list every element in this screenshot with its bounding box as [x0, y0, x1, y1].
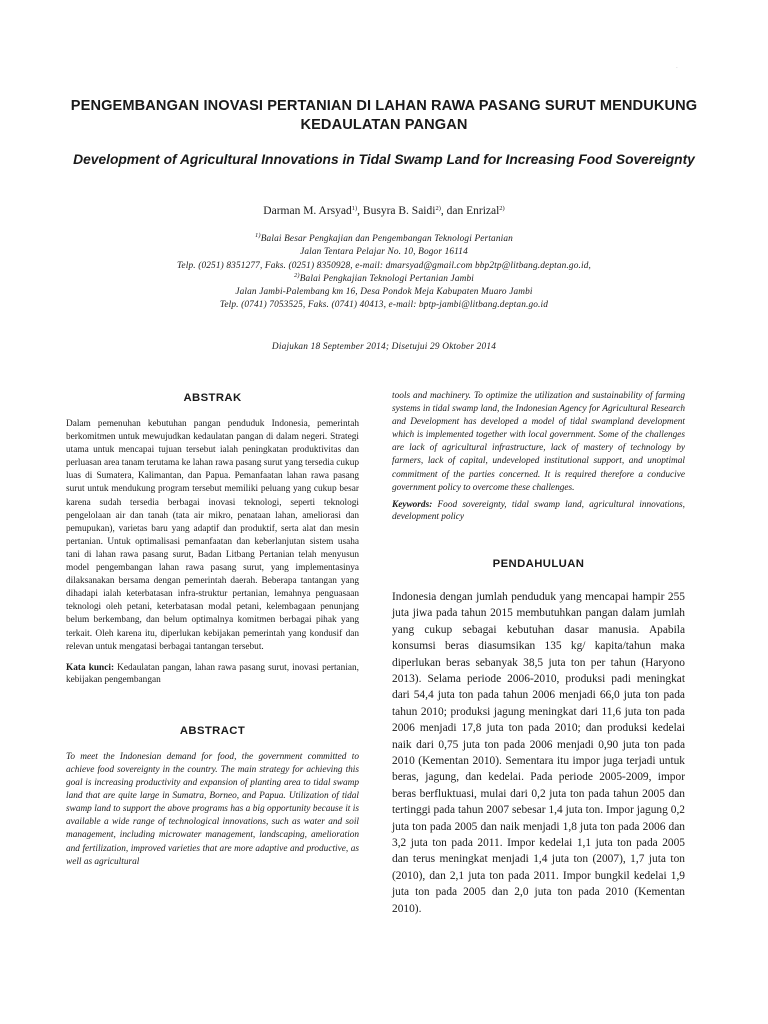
affiliation-2-name	[60, 273, 708, 286]
corner-mark: .	[676, 62, 678, 70]
author-line	[60, 204, 708, 218]
submission-dates: Diajukan 18 September 2014; Disetujui 29 Oktober 2014	[271, 342, 497, 352]
right-column	[392, 390, 685, 917]
title-english: Development of Agricultural Innovations in Tidal Swamp Land for Increasing Food Sovereignty	[73, 152, 695, 167]
abstract-text-left: To meet the Indonesian demand for food, the government committed to achieve food sovereignty in the country. The main strategy for achieving this goal is increasing productivity and expansion of planting area to tidal swamp land that are quite large in Sumatra, Borneo, and Papua. Utilization of tidal swamp land to support the above programs has a big opportunity because it is available a wide range of technological innovations, such as water and soil management, including microwater management, landscaping, amelioration and fertilization, improved varieties that are more adaptive and productive, as well as agricultural	[66, 751, 359, 867]
abstract-text-right: tools and machinery. To optimize the utilization and sustainability of farming systems in tidal swamp land, the Indonesian Agency for Agricultural Research and Development has developed a model of tidal swampland development which is implemented together with local government. Some of the challenges are lack of agricultural infrastructure, lack of mastery of technology by farmers, lack of capital, undeveloped institutional support, and unoptimal commitment of the parties concerned. It is required therefore a conducive government policy to overcome these challenges.	[392, 391, 685, 493]
affiliation-1-contact: Telp. (0251) 8351277, Faks. (0251) 8350928, e-mail: dmarsyad@gmail.com bbp2tp@litbang.deptan.go.id,	[176, 260, 592, 271]
abstrak-heading: ABSTRAK	[183, 392, 242, 404]
title-indonesian: PENGEMBANGAN INOVASI PERTANIAN DI LAHAN RAWA PASANG SURUT MENDUKUNG KEDAULATAN PANGAN	[70, 98, 698, 133]
pendahuluan-text: Indonesia dengan jumlah penduduk yang mencapai hampir 255 juta jiwa pada tahun 2015 membutuhkan pangan dalam jumlah yang cukup sebagai kebutuhan dasar manusia. Apabila konsumsi beras diasumsikan 135 kg/ kapita/tahun maka diperlukan beras sebanyak 38,5 juta ton per tahun (Haryono 2013). Selama periode 2006-2010, produksi padi meningkat dari 54,4 juta ton pada tahun 2006 menjadi 66,0 juta ton pada tahun 2010; produksi jagung meningkat dari 11,6 juta ton pada 2006 menjadi 17,8 juta ton pada 2010; dan produksi kedelai naik dari 0,75 juta ton pada 2006 menjadi 0,90 juta ton pada 2010 (Kementan 2010). Sementara itu impor juga terjadi untuk beras, jagung, dan kedelai. Pada periode 2005-2009, impor beras berfluktuasi, mulai dari 0,2 juta ton pada tahun 2005 dan tertinggi pada tahun 2007 sebesar 1,4 juta ton. Impor jagung 0,2 juta ton pada 2005 dan naik menjadi 1,8 juta ton pada 2006 dan 3,2 juta ton pada 2011. Impor kedelai 1,1 juta ton pada 2005 dan terus meningkat menjadi 1,4 juta ton (2007), 1,7 juta ton (2010), dan 2,1 juta ton pada 2011. Impor bungkil kedelai 1,9 juta ton pada 2005 dan 2,0 juta ton pada 2010 (Kementan 2010).	[392, 590, 685, 915]
author-1: Darman M. Arsyad	[263, 205, 352, 217]
affiliation-2-contact: Telp. (0741) 7053525, Faks. (0741) 40413, e-mail: bptp-jambi@litbang.deptan.go.id	[219, 300, 549, 311]
author-2-affil: 2)	[435, 205, 441, 212]
kata-kunci-text: Kedaulatan pangan, lahan rawa pasang surut, inovasi pertanian, kebijakan pengembangan	[66, 662, 360, 686]
author-separator: , dan	[440, 205, 467, 217]
affiliation-1-name	[60, 233, 708, 246]
author-separator: ,	[357, 205, 363, 217]
affiliation-2-address: Jalan Jambi-Palembang km 16, Desa Pondok Meja Kabupaten Muaro Jambi	[235, 287, 533, 298]
affiliation-2-marker: 2)	[293, 271, 300, 279]
author-1-affil: 1)	[351, 205, 358, 212]
affiliation-1-marker: 1)	[255, 232, 261, 239]
keywords-label: Keywords:	[392, 499, 433, 510]
affiliation-1-address: Jalan Tentara Pelajar No. 10, Bogor 16114	[300, 247, 468, 258]
affiliations	[60, 233, 708, 313]
abstract-heading: ABSTRACT	[179, 724, 246, 737]
kata-kunci-label: Kata kunci:	[66, 662, 115, 673]
keywords-text: Food sovereignty, tidal swamp land, agricultural innovations, development policy	[392, 499, 685, 523]
affiliation-1-text: Balai Besar Pengkajian dan Pengembangan Teknologi Pertanian	[260, 234, 513, 244]
keywords	[392, 499, 685, 524]
left-column	[66, 392, 359, 869]
affiliation-2-text: Balai Pengkajian Teknologi Pertanian Jambi	[299, 273, 475, 284]
author-3: Enrizal	[466, 205, 500, 217]
pendahuluan-heading: PENDAHULUAN	[492, 557, 585, 570]
abstrak-text: Dalam pemenuhan kebutuhan pangan penduduk Indonesia, pemerintah berkomitmen untuk mewujudkan kedaulatan pangan di dalam negeri. Strategi utama untuk mencapai tujuan tersebut ialah peningkatan produktivitas dan perluasan area tanam terutama ke lahan rawa pasang surut yang tersedia cukup luas di Sumatera, Kalimantan, dan Papua. Pemanfaatan lahan rawa pasang surut untuk mendukung program tersebut memiliki peluang yang cukup besar karena sudah tersedia berbagai inovasi teknologi, seperti teknologi pengelolaan air dan tanah (tata air mikro, penataan lahan, ameliorasi dan pemupukan), varietas baru yang adaptif dan produktif, serta alat dan mesin pertanian. Untuk optimalisasi pemanfaatan dan keberlanjutan sistem usaha tani di lahan rawa pasang surut, Badan Litbang Pertanian telah menyusun model pengembangan lahan rawa pasang surut, yang implementasinya dilaksanakan bersama dengan pemerintah daerah. Beberapa tantangan yang dihadapi ialah keterbatasan infra-struktur pertanian, lemahnya penguasaan teknologi oleh petani, keterbatasan modal petani, kelembagaan penunjang belum berkembang, dan belum optimalnya komitmen berbagai pihak yang terkait. Oleh karena itu, diperlukan kebijakan pemerintah yang kondusif dan relevan untuk mengatasi berbagai tantangan tersebut.	[66, 419, 359, 652]
author-3-affil: 2)	[499, 205, 505, 212]
kata-kunci	[66, 662, 359, 687]
author-2: Busyra B. Saidi	[362, 205, 436, 217]
